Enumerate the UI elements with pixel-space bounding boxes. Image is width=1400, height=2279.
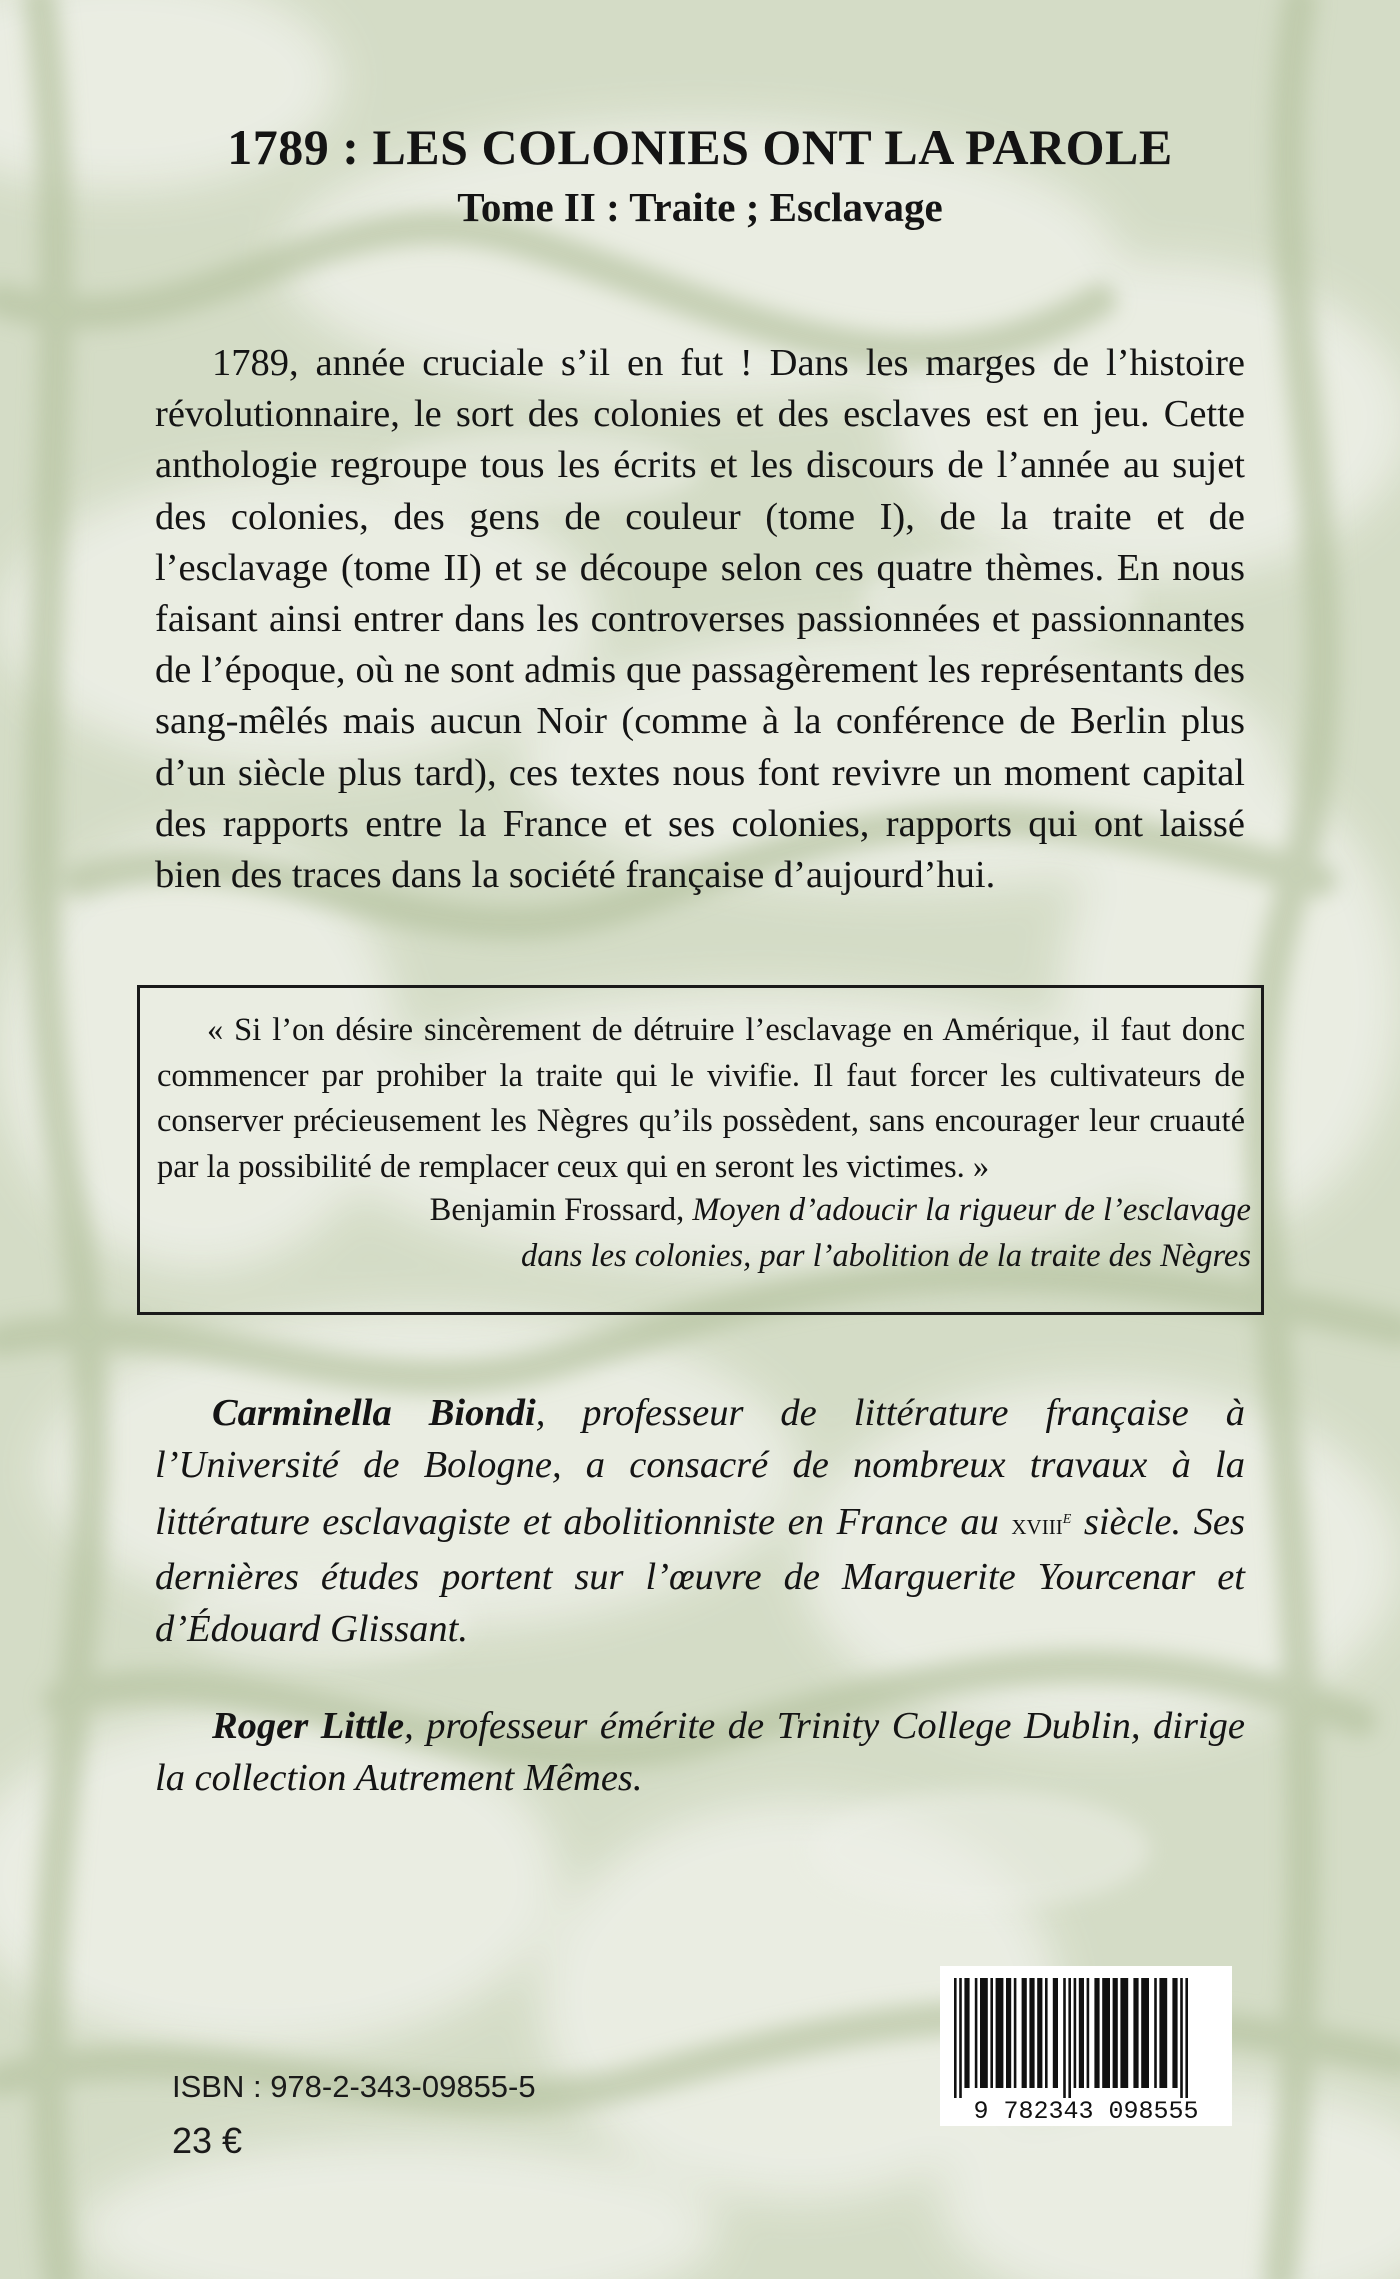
- price-text: 23 €: [172, 2120, 243, 2161]
- intro-paragraph: 1789, année cruciale s’il en fut ! Dans les marges de l’histoire révolutionnaire, le sort des colonies et des esclaves est en jeu. Cette anthologie regroupe tous les écrits et les discours de l’année au sujet des colonies, des gens de couleur (tome I), de la traite et de l’esclavage (tome II) et se découpe selon ces quatre thèmes. En nous faisant ainsi entrer dans les controverses passionnées et passionnantes de l’époque, où ne sont admis que passagèrement les représentants des sang-mêlés mais aucun Noir (comme à la conférence de Berlin plus d’un siècle plus tard), ces textes nous font revivre un moment capital des rapports entre la France et ses colonies, rapports qui ont laissé bien des traces dans la société française d’aujourd’hui.: [155, 342, 1245, 897]
- barcode-bar: [1087, 1978, 1090, 2088]
- barcode-graphic: [940, 1966, 1232, 2126]
- barcode-bar: [980, 1978, 988, 2088]
- barcode-bar: [954, 1978, 957, 2098]
- barcode-bar: [1068, 1978, 1071, 2098]
- barcode-bar: [1053, 1978, 1058, 2088]
- barcode-bar: [1037, 1978, 1042, 2088]
- barcode-bar: [1006, 1978, 1011, 2088]
- author-name-little: Roger Little: [212, 1705, 405, 1747]
- barcode-bar: [1120, 1978, 1128, 2088]
- barcode-bar: [1022, 1978, 1027, 2088]
- barcode-bar: [1180, 1978, 1183, 2098]
- barcode-bar: [1154, 1978, 1157, 2088]
- isbn-text: ISBN : 978-2-343-09855-5: [172, 2069, 536, 2104]
- author-bio-biondi-text-b: siècle. Ses dernières études portent sur l’œuvre de Marguerite Yourcenar et d’Édouard Glissant.: [155, 1501, 1245, 1650]
- century-roman: xviii: [1011, 1508, 1063, 1541]
- author-name-biondi: Carminella Biondi: [212, 1392, 536, 1434]
- quote-attribution: [251, 1188, 1251, 1279]
- barcode-bar: [1172, 1978, 1177, 2088]
- barcode-bar: [1133, 1978, 1138, 2088]
- barcode-digits: 9 782343 098555: [973, 2097, 1199, 2126]
- quote-work-title-line2: dans les colonies, par l’abolition de la traite des Nègres: [521, 1237, 1251, 1274]
- barcode-bar: [1113, 1978, 1118, 2088]
- barcode-bar: [1029, 1978, 1034, 2088]
- book-subtitle: Tome II : Traite ; Esclavage: [457, 184, 943, 230]
- book-title: 1789 : LES COLONIES ONT LA PAROLE: [227, 119, 1173, 175]
- author-bio-biondi: [155, 1387, 1245, 1655]
- barcode-bar: [1045, 1978, 1048, 2088]
- barcode-bar: [1159, 1978, 1167, 2088]
- century-superscript: e: [1062, 1506, 1072, 1528]
- barcode-bar: [959, 1978, 962, 2098]
- barcode-bar: [1094, 1978, 1099, 2088]
- author-bio-little: [155, 1700, 1245, 1804]
- barcode-bar: [1102, 1978, 1110, 2088]
- author-bio-little-text: , professeur émérite de Trinity College Dublin, dirige la collection Autrement Mêmes.: [155, 1705, 1245, 1799]
- barcode-bar: [990, 1978, 993, 2088]
- barcode-bar: [1074, 1978, 1077, 2088]
- barcode-bar: [996, 1978, 1004, 2088]
- barcode-bar: [1063, 1978, 1066, 2098]
- barcode-bar: [1014, 1978, 1017, 2088]
- quote-work-title-line1: Moyen d’adoucir la rigueur de l’esclavage: [692, 1192, 1251, 1228]
- barcode-bar: [1079, 1978, 1084, 2088]
- barcode: [940, 1966, 1232, 2126]
- barcode-bar: [1141, 1978, 1149, 2088]
- barcode-bars: [954, 1978, 1188, 2098]
- author-bio-biondi-text-a: , professeur de littérature française à l’Université de Bologne, a consacré de nombreux travaux à la littérature esclavagiste et abolitionniste en France au: [155, 1392, 1245, 1543]
- barcode-bar: [975, 1978, 978, 2088]
- quote-author: Benjamin Frossard,: [429, 1192, 685, 1228]
- barcode-bar: [1185, 1978, 1188, 2098]
- quote-text: « Si l’on désire sincèrement de détruire l’esclavage en Amérique, il faut donc commencer par prohiber la traite qui le vivifie. Il faut forcer les cultivateurs de conserver précieusement les Nègres qu’ils possèdent, sans encourager leur cruauté par la possibilité de remplacer ceux qui en seront les victimes. »: [157, 1012, 1245, 1185]
- century-numeral: [1011, 1508, 1071, 1541]
- barcode-bar: [964, 1978, 969, 2088]
- quote-box: [137, 985, 1264, 1315]
